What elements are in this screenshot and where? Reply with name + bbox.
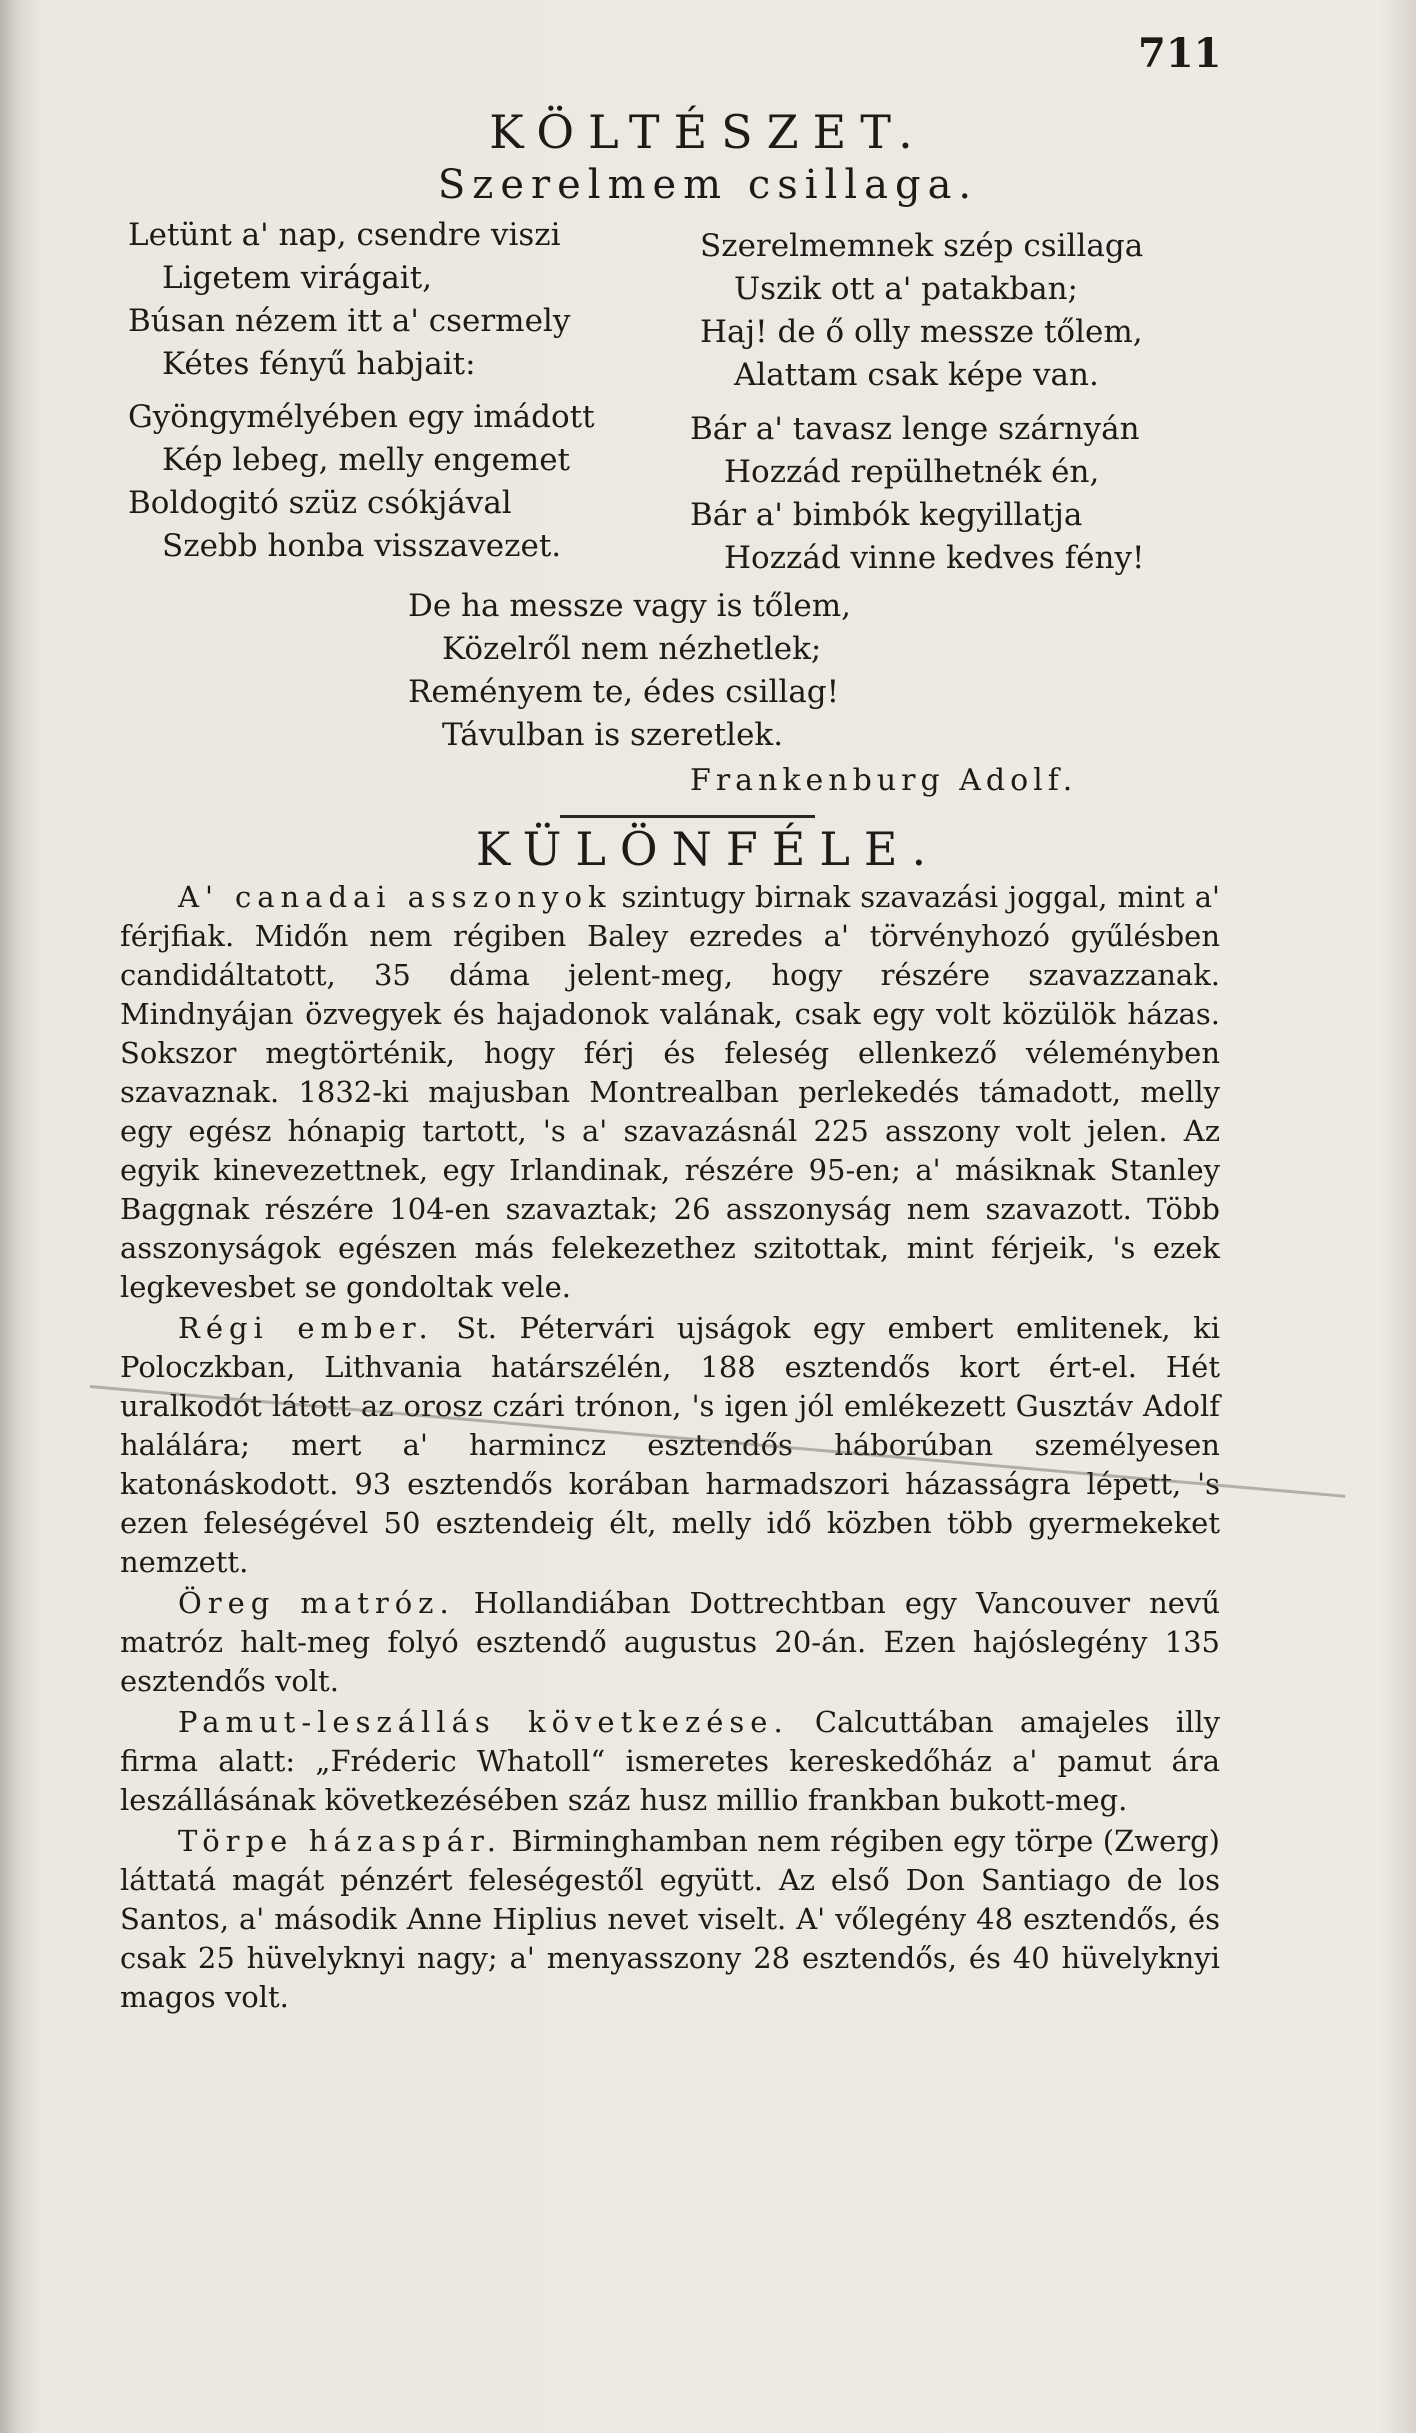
verse-line: Közelről nem nézhetlek; bbox=[442, 631, 822, 667]
article-old-man bbox=[120, 1309, 1220, 1582]
article-text: Hollandiában Dottrechtban egy Vancouver nevű matróz halt-meg folyó esztendő augustus 20-án. Ezen hajóslegény 135 esztendős volt. bbox=[120, 1586, 1220, 1698]
article-heading: Törpe házaspár. bbox=[178, 1824, 502, 1858]
article-text: St. Pétervári ujságok egy embert emlitenek, ki Poloczkban, Lithvania határszélén, 188 esztendős kort ért-el. Hét uralkodót látott az orosz czári trónon, 's igen jól emlékezett Gusztáv Adolf halálára; mert a' harmincz esztendős háborúban személyesen katonáskodott. 93 esztendős korában harmadszori házasságra lépett, 's ezen feleségével 50 esztendeig élt, melly idő közben több gyermekeket nemzett. bbox=[120, 1311, 1220, 1579]
verse-line: Kétes fényű habjait: bbox=[162, 346, 476, 382]
verse-line: Bár a' bimbók kegyillatja bbox=[690, 497, 1083, 533]
verse-line: Gyöngymélyében egy imádott bbox=[128, 399, 595, 435]
verse-line: Boldogitó szüz csókjával bbox=[128, 485, 512, 521]
verse-line: Szerelmemnek szép csillaga bbox=[700, 228, 1144, 264]
stanza-3 bbox=[700, 225, 1143, 397]
article-heading: Régi ember. bbox=[178, 1311, 434, 1345]
poetry-section-title: KÖLTÉSZET. bbox=[489, 105, 927, 159]
verse-line: Bár a' tavasz lenge szárnyán bbox=[690, 411, 1140, 447]
stanza-5 bbox=[408, 585, 851, 757]
verse-line: Búsan nézem itt a' csermely bbox=[128, 303, 571, 339]
section-divider bbox=[560, 815, 815, 818]
article-text: Calcuttában amajeles illy firma alatt: „Fréderic Whatoll“ ismeretes kereskedőház a' pamut ára leszállásának következésében száz husz millio frankban bukott-meg. bbox=[120, 1705, 1220, 1817]
stanza-2 bbox=[128, 396, 595, 568]
verse-line: Távulban is szeretlek. bbox=[442, 717, 784, 753]
verse-line: De ha messze vagy is tőlem, bbox=[408, 588, 851, 624]
page-number: 711 bbox=[1138, 30, 1222, 77]
verse-line: Hozzád vinne kedves fény! bbox=[724, 540, 1145, 576]
verse-line: Szebb honba visszavezet. bbox=[162, 528, 562, 564]
article-text: Birminghamban nem régiben egy törpe (Zwerg) láttatá magát pénzért feleségestől együtt. Az első Don Santiago de los Santos, a' második Anne Hiplius nevet viselt. A' vőlegény 48 esztendős, és csak 25 hüvelyknyi nagy; a' menyasszony 28 esztendős, és 40 hüvelyknyi magos volt. bbox=[120, 1824, 1220, 2014]
miscellany-section-title: KÜLÖNFÉLE. bbox=[475, 822, 941, 876]
verse-line: Alattam csak képe van. bbox=[734, 357, 1099, 393]
stanza-4 bbox=[690, 408, 1144, 580]
verse-line: Letünt a' nap, csendre viszi bbox=[128, 217, 561, 253]
article-heading: Pamut-leszállás következése. bbox=[178, 1705, 789, 1739]
poem-title: Szerelmem csillaga. bbox=[437, 162, 979, 208]
stanza-1 bbox=[128, 214, 570, 386]
verse-line: Haj! de ő olly messze tőlem, bbox=[700, 314, 1143, 350]
article-dwarf-couple bbox=[120, 1822, 1220, 2017]
verse-line: Reményem te, édes csillag! bbox=[408, 674, 840, 710]
verse-line: Hozzád repülhetnék én, bbox=[724, 454, 1100, 490]
miscellany-articles bbox=[120, 878, 1220, 2019]
article-text: szintugy birnak szavazási joggal, mint a' férjfiak. Midőn nem régiben Baley ezredes a' törvényhozó gyűlésben candidáltatott, 35 dáma jelent-meg, hogy részére szavazzanak. Mindnyájan özvegyek és hajadonok valának, csak egy volt közülök házas. Sokszor megtörténik, hogy férj és feleség ellenkező véleményben szavaznak. 1832-ki majusban Montrealban perlekedés támadott, melly egy egész hónapig tartott, 's a' szavazásnál 225 asszony volt jelen. Az egyik kinevezettnek, egy Irlandinak, részére 95-en; a' másiknak Stanley Baggnak részére 104-en szavaztak; 26 asszonyság nem szavazott. Több asszonyságok egészen más felekezethez szitottak, mint férjeik, 's ezek legkevesbet se gondoltak vele. bbox=[120, 880, 1220, 1304]
article-old-sailor bbox=[120, 1584, 1220, 1701]
article-heading: A' canadai asszonyok bbox=[178, 880, 612, 914]
article-heading: Öreg matróz. bbox=[178, 1586, 455, 1620]
article-cotton-fall bbox=[120, 1703, 1220, 1820]
verse-line: Ligetem virágait, bbox=[162, 260, 433, 296]
verse-line: Kép lebeg, melly engemet bbox=[162, 442, 571, 478]
article-canadian-women bbox=[120, 878, 1220, 1307]
poem-author: Frankenburg Adolf. bbox=[690, 763, 1078, 798]
verse-line: Uszik ott a' patakban; bbox=[734, 271, 1078, 307]
